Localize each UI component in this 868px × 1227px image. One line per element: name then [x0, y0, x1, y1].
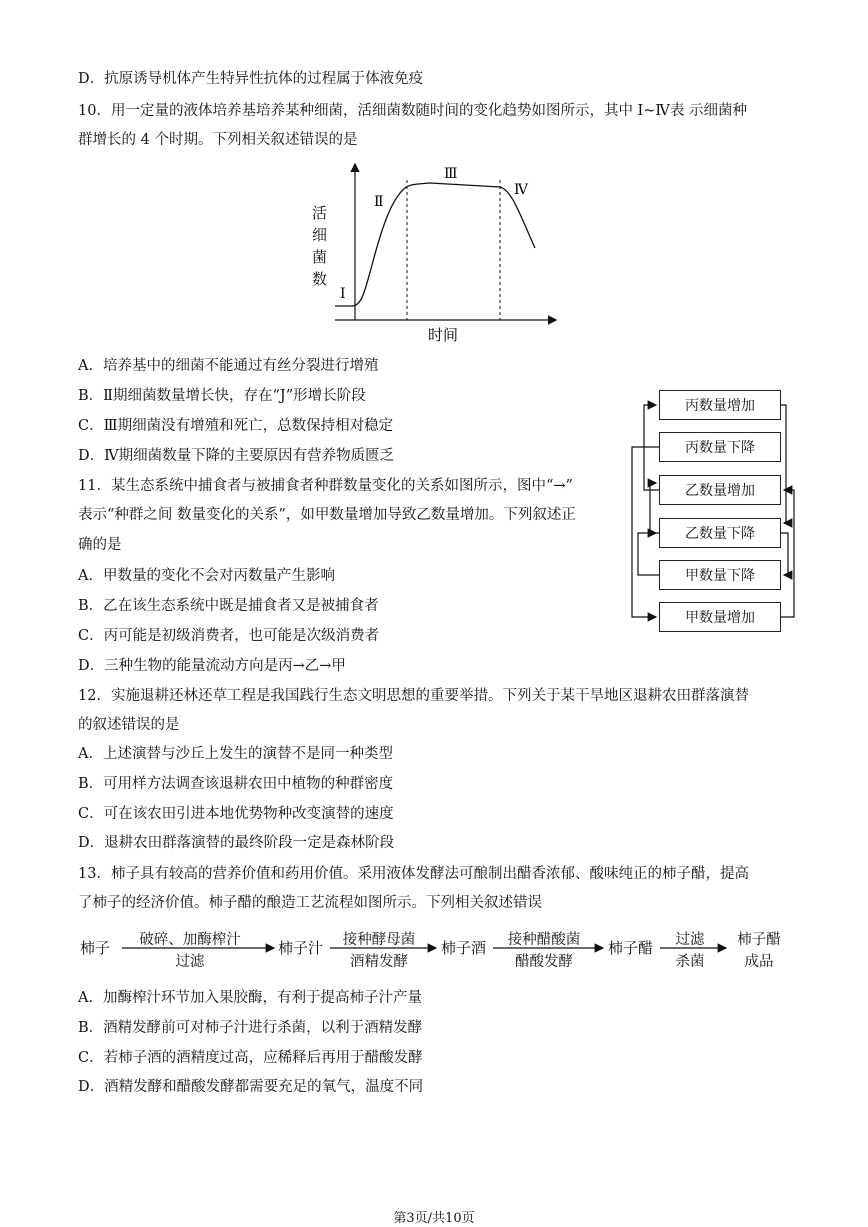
page-number-footer: 第3页/共10页 [393, 1211, 475, 1226]
q12-stem-line1: 12．实施退耕还林还草工程是我国践行生态文明思想的重要举措。下列关于某干旱地区退耕农田群落演替 [78, 688, 749, 704]
q10-stem-line1: 10．用一定量的液体培养基培养某种细菌，活细菌数随时间的变化趋势如图所示，其中 Ⅰ~Ⅳ表 示细菌种 [78, 103, 748, 119]
q12-option-b: B．可用样方法调查该退耕农田中植物的种群密度 [78, 776, 394, 792]
y-axis-char: 活 [312, 204, 328, 222]
phase-label-1: Ⅰ [340, 286, 346, 302]
q13-option-a: A．加酶榨汁环节加入果胶酶，有利于提高柿子汁产量 [78, 990, 422, 1006]
q10-option-d: D．Ⅳ期细菌数量下降的主要原因有营养物质匮乏 [78, 448, 395, 464]
q11-stem-line3: 确的是 [78, 537, 122, 553]
q12-option-a: A．上述演替与沙丘上发生的演替不是同一种类型 [78, 746, 393, 762]
box-yi-increase: 乙数量增加 [659, 475, 781, 505]
phase-label-4: Ⅳ [514, 182, 528, 198]
box-bing-decrease: 丙数量下降 [659, 432, 781, 462]
y-axis-char: 数 [312, 270, 328, 288]
q13-stem-line2: 了柿子的经济价值。柿子醋的酿造工艺流程如图所示。下列相关叙述错误 [78, 895, 542, 911]
q13-stem-line1: 13．柿子具有较高的营养价值和药用价值。采用液体发酵法可酿制出醋香浓郁、酸味纯正的柿子醋，提高 [78, 866, 749, 882]
flow-node-vinegar: 柿子醋 [608, 939, 654, 957]
y-axis-char: 菌 [312, 248, 328, 266]
flow-step1-top: 破碎、加酶榨汁 [139, 932, 241, 948]
flow-step3-top: 接种醋酸菌 [507, 932, 581, 948]
q13-option-c: C．若柿子酒的酒精度过高，应稀释后再用于醋酸发酵 [78, 1050, 423, 1066]
q13-option-d: D．酒精发酵和醋酸发酵都需要充足的氧气，温度不同 [78, 1079, 424, 1095]
flow-node-wine: 柿子酒 [441, 939, 487, 957]
flow-node-product-bottom: 成品 [744, 954, 774, 970]
q11-option-d: D．三种生物的能量流动方向是丙→乙→甲 [78, 658, 346, 674]
flow-step2-top: 接种酵母菌 [342, 932, 416, 948]
q12-option-d: D．退耕农田群落演替的最终阶段一定是森林阶段 [78, 835, 395, 851]
flow-step4-top: 过滤 [675, 932, 705, 948]
flow-node-persimmon: 柿子 [80, 939, 111, 957]
box-bing-increase: 丙数量增加 [659, 390, 781, 420]
flow-node-product-top: 柿子醋 [737, 932, 781, 948]
q11-option-c: C．丙可能是初级消费者，也可能是次级消费者 [78, 628, 380, 644]
box-yi-decrease: 乙数量下降 [659, 518, 781, 548]
q10-stem-line2: 群增长的 4 个时期。下列相关叙述错误的是 [78, 132, 358, 148]
q10-option-c: C．Ⅲ期细菌没有增殖和死亡，总数保持相对稳定 [78, 418, 394, 434]
q11-option-b: B．乙在该生态系统中既是捕食者又是被捕食者 [78, 598, 379, 614]
q11-stem-line2: 表示“种群之间 数量变化的关系”，如甲数量增加导致乙数量增加。下列叙述正 [78, 507, 576, 523]
box-jia-decrease: 甲数量下降 [659, 560, 781, 590]
flow-step1-bottom: 过滤 [175, 954, 205, 970]
q10-option-a: A．培养基中的细菌不能通过有丝分裂进行增殖 [78, 358, 379, 374]
q13-option-b: B．酒精发酵前可对柿子汁进行杀菌，以利于酒精发酵 [78, 1020, 423, 1036]
q9-option-d: D．抗原诱导机体产生特异性抗体的过程属于体液免疫 [78, 71, 424, 87]
y-axis-char: 细 [312, 226, 328, 244]
q10-option-b: B．Ⅱ期细菌数量增长快，存在“J”形增长阶段 [78, 388, 366, 404]
phase-label-2: Ⅱ [374, 194, 384, 210]
flow-step3-bottom: 醋酸发酵 [515, 954, 573, 970]
q11-option-a: A．甲数量的变化不会对丙数量产生影响 [78, 568, 335, 584]
phase-label-3: Ⅲ [444, 166, 458, 182]
q11-stem-line1: 11．某生态系统中捕食者与被捕食者种群数量变化的关系如图所示，图中“→” [78, 478, 573, 494]
flow-step4-bottom: 杀菌 [675, 954, 705, 970]
x-axis-label: 时间 [428, 326, 459, 344]
box-jia-increase: 甲数量增加 [659, 602, 781, 632]
q12-option-c: C．可在该农田引进本地优势物种改变演替的速度 [78, 806, 394, 822]
flow-step2-bottom: 酒精发酵 [350, 954, 408, 970]
flow-node-juice: 柿子汁 [278, 939, 324, 957]
q12-stem-line2: 的叙述错误的是 [78, 717, 180, 733]
